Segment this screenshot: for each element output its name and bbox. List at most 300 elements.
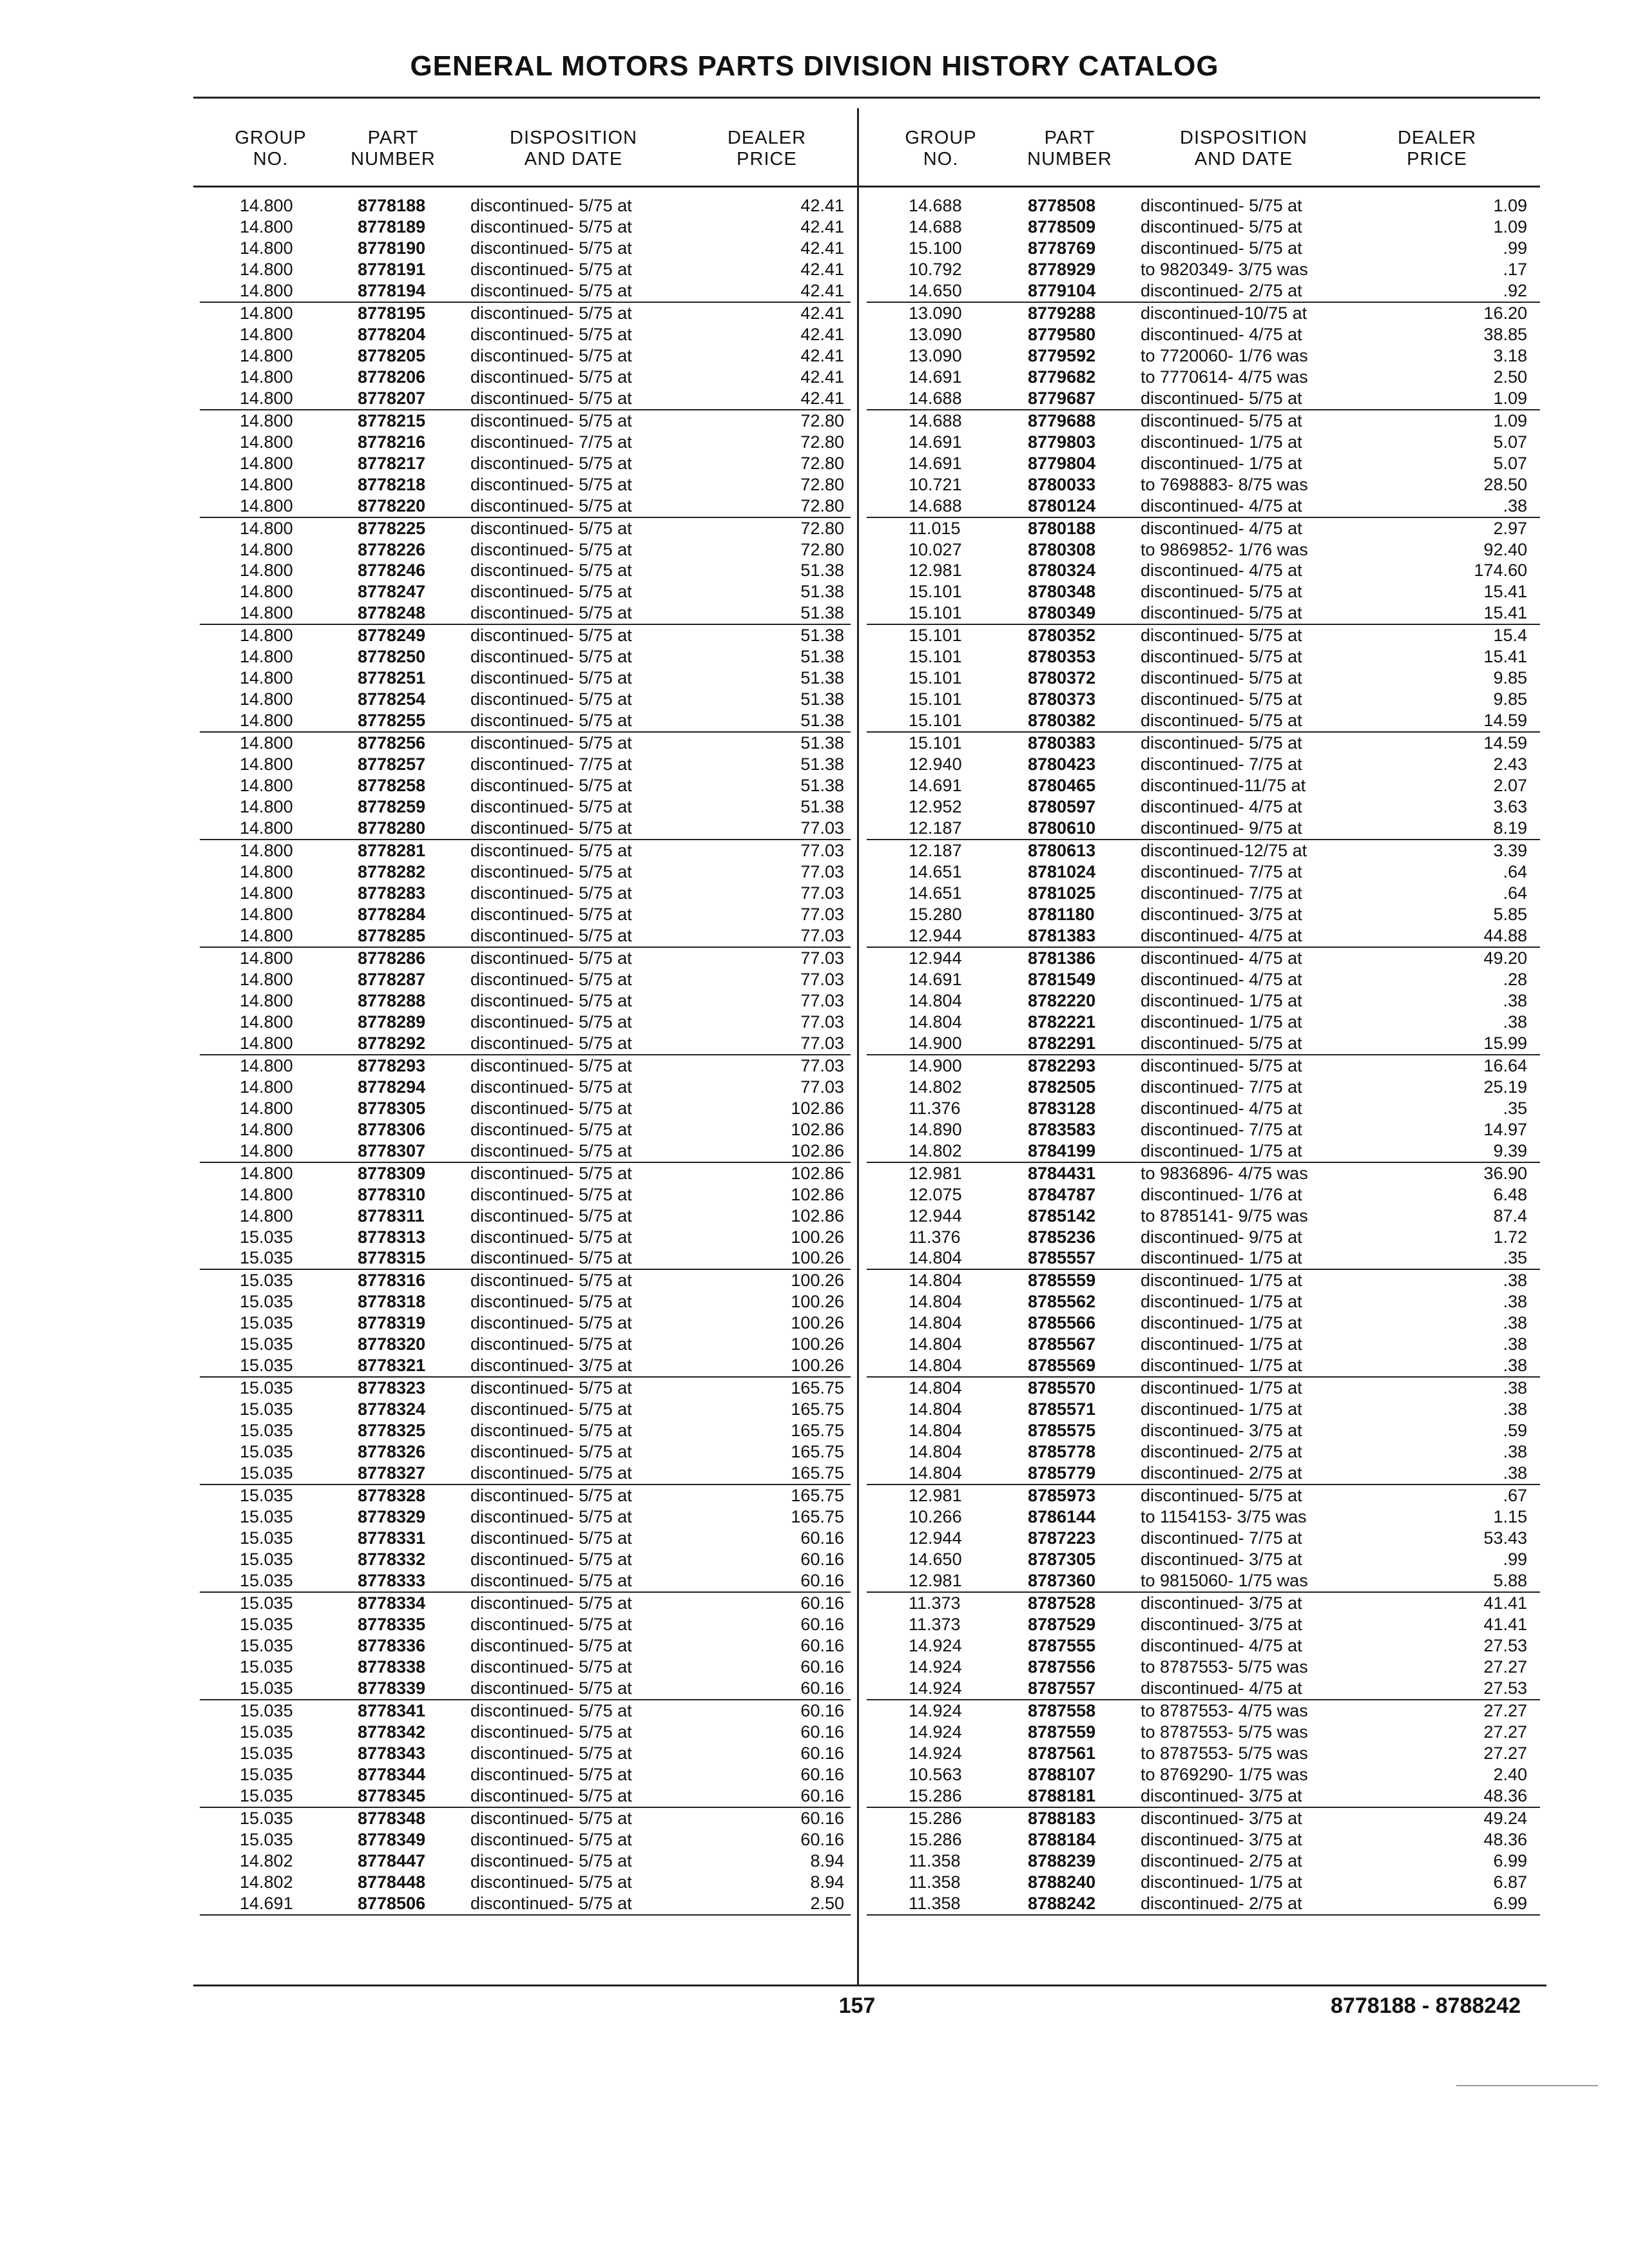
table-row xyxy=(200,259,851,280)
table-row xyxy=(200,1291,851,1312)
part-number: 8778336 xyxy=(358,1635,426,1655)
disposition: discontinued- 3/75 at xyxy=(1141,1550,1302,1570)
dealer-price: 77.03 xyxy=(800,948,844,968)
part-number: 8778283 xyxy=(358,883,426,903)
dealer-price: 27.53 xyxy=(1483,1635,1527,1655)
part-number: 8778321 xyxy=(358,1356,426,1376)
disposition: discontinued- 5/75 at xyxy=(470,280,632,300)
dealer-price: 60.16 xyxy=(800,1764,844,1784)
part-number: 8783583 xyxy=(1028,1119,1096,1139)
table-row xyxy=(200,1012,851,1033)
disposition: discontinued- 4/75 at xyxy=(1141,1635,1302,1655)
table-row xyxy=(200,1635,851,1657)
group-no: 15.035 xyxy=(240,1292,293,1312)
part-number: 8778348 xyxy=(358,1808,426,1828)
table-row xyxy=(200,1485,851,1506)
table-row xyxy=(200,1764,851,1785)
dealer-price: 60.16 xyxy=(800,1700,844,1720)
table-row xyxy=(867,1743,1540,1764)
part-number: 8779592 xyxy=(1028,345,1096,365)
group-no: 14.800 xyxy=(240,1077,293,1097)
part-number: 8785779 xyxy=(1028,1463,1096,1483)
dealer-price: 60.16 xyxy=(800,1785,844,1805)
group-no: 15.280 xyxy=(909,904,962,924)
table-row xyxy=(200,1247,851,1270)
dealer-price: 1.15 xyxy=(1493,1507,1527,1527)
table-row xyxy=(200,796,851,818)
group-no: 15.035 xyxy=(240,1678,293,1698)
disposition: discontinued- 5/75 at xyxy=(470,1227,632,1247)
part-number: 8779687 xyxy=(1028,388,1096,408)
disposition: discontinued- 5/75 at xyxy=(470,1184,632,1204)
dealer-price: 174.60 xyxy=(1474,561,1527,581)
disposition: to 8787553- 5/75 was xyxy=(1141,1722,1308,1742)
header-disposition-right xyxy=(1160,128,1327,170)
disposition: discontinued- 5/75 at xyxy=(1141,216,1302,236)
part-number: 8782220 xyxy=(1028,990,1096,1010)
dealer-price: 9.85 xyxy=(1493,689,1527,709)
table-row xyxy=(200,388,851,410)
part-number: 8785571 xyxy=(1028,1399,1096,1419)
dealer-price: 9.85 xyxy=(1493,668,1527,688)
dealer-price: 87.4 xyxy=(1493,1206,1527,1225)
group-no: 14.804 xyxy=(909,1012,962,1032)
part-number: 8784199 xyxy=(1028,1140,1096,1160)
disposition: to 9815060- 1/75 was xyxy=(1141,1571,1308,1590)
part-number: 8778206 xyxy=(358,367,426,387)
group-no: 15.035 xyxy=(240,1378,293,1398)
table-row xyxy=(867,625,1540,646)
disposition: discontinued- 5/75 at xyxy=(470,1808,632,1828)
part-number: 8778257 xyxy=(358,754,426,774)
part-number: 8778328 xyxy=(358,1486,426,1506)
dealer-price: 77.03 xyxy=(800,904,844,924)
dealer-price: 51.38 xyxy=(800,603,844,623)
dealer-price: 1.09 xyxy=(1493,388,1527,408)
table-row xyxy=(867,1593,1540,1614)
dealer-price: 5.07 xyxy=(1493,432,1527,452)
table-row xyxy=(200,1528,851,1549)
dealer-price: 72.80 xyxy=(800,495,844,515)
dealer-price: 102.86 xyxy=(791,1119,844,1139)
group-no: 15.101 xyxy=(909,668,962,688)
group-no: 12.187 xyxy=(909,818,962,838)
group-no: 10.721 xyxy=(909,474,962,494)
group-no: 11.376 xyxy=(909,1227,961,1247)
disposition: discontinued- 5/75 at xyxy=(470,1571,632,1590)
header-part-line2: NUMBER xyxy=(1027,149,1112,169)
part-number: 8778310 xyxy=(358,1184,426,1204)
table-row xyxy=(200,518,851,539)
dealer-price: 77.03 xyxy=(800,969,844,989)
dealer-price: 2.50 xyxy=(810,1893,844,1913)
disposition: to 9836896- 4/75 was xyxy=(1141,1163,1308,1183)
disposition: discontinued- 5/75 at xyxy=(470,862,632,882)
part-number: 8778506 xyxy=(358,1893,426,1913)
group-no: 12.981 xyxy=(909,561,962,581)
group-no: 14.800 xyxy=(240,196,293,215)
disposition: discontinued- 5/75 at xyxy=(470,410,632,430)
dealer-price: .38 xyxy=(1503,1442,1527,1462)
table-row xyxy=(867,539,1540,561)
group-no: 15.035 xyxy=(240,1528,293,1548)
group-no: 14.804 xyxy=(909,1399,962,1419)
group-no: 14.691 xyxy=(240,1893,293,1913)
table-row xyxy=(867,1420,1540,1441)
table-row xyxy=(867,796,1540,818)
disposition: discontinued- 5/75 at xyxy=(470,1614,632,1634)
dealer-price: 1.72 xyxy=(1493,1227,1527,1247)
dealer-price: 100.26 xyxy=(791,1271,844,1291)
dealer-price: 100.26 xyxy=(791,1227,844,1247)
group-no: 14.900 xyxy=(909,1033,962,1053)
disposition: discontinued- 5/75 at xyxy=(470,303,632,323)
dealer-price: .59 xyxy=(1503,1421,1527,1441)
disposition: discontinued- 5/75 at xyxy=(470,1248,632,1268)
table-row xyxy=(867,1378,1540,1399)
dealer-price: 77.03 xyxy=(800,883,844,903)
disposition: discontinued- 5/75 at xyxy=(470,689,632,709)
dealer-price: 60.16 xyxy=(800,1528,844,1548)
part-number: 8781549 xyxy=(1028,969,1096,989)
dealer-price: 15.4 xyxy=(1493,626,1527,646)
table-row xyxy=(200,1312,851,1334)
group-no: 14.924 xyxy=(909,1635,962,1655)
dealer-price: 60.16 xyxy=(800,1593,844,1613)
table-row xyxy=(867,1140,1540,1163)
group-no: 12.187 xyxy=(909,841,962,861)
group-no: 14.804 xyxy=(909,1463,962,1483)
disposition: discontinued- 5/75 at xyxy=(470,733,632,753)
dealer-price: 6.99 xyxy=(1493,1850,1527,1870)
part-number: 8780373 xyxy=(1028,689,1096,709)
table-row xyxy=(867,1077,1540,1098)
table-row xyxy=(867,925,1540,948)
disposition: discontinued- 5/75 at xyxy=(1141,1033,1302,1053)
disposition: discontinued-12/75 at xyxy=(1141,841,1307,861)
dealer-price: 3.63 xyxy=(1493,797,1527,817)
column-divider xyxy=(857,108,859,1984)
dealer-price: 51.38 xyxy=(800,647,844,667)
table-row xyxy=(200,367,851,388)
dealer-price: 5.07 xyxy=(1493,453,1527,473)
dealer-price: 42.41 xyxy=(800,196,844,215)
disposition: discontinued- 4/75 at xyxy=(1141,969,1302,989)
group-no: 15.101 xyxy=(909,689,962,709)
dealer-price: 77.03 xyxy=(800,862,844,882)
group-no: 15.035 xyxy=(240,1356,293,1376)
dealer-price: 51.38 xyxy=(800,582,844,602)
part-number: 8778285 xyxy=(358,925,426,945)
table-row xyxy=(200,1033,851,1055)
disposition: discontinued- 9/75 at xyxy=(1141,1227,1302,1247)
part-number: 8778288 xyxy=(358,990,426,1010)
table-row xyxy=(867,1678,1540,1700)
disposition: discontinued- 5/75 at xyxy=(470,1700,632,1720)
disposition: discontinued- 5/75 at xyxy=(470,324,632,344)
group-no: 14.800 xyxy=(240,733,293,753)
header-group-line1: GROUP xyxy=(905,128,977,148)
table-row xyxy=(867,1700,1540,1722)
dealer-price: 102.86 xyxy=(791,1140,844,1160)
disposition: discontinued- 1/75 at xyxy=(1141,1334,1302,1354)
part-number: 8778205 xyxy=(358,345,426,365)
part-number: 8782291 xyxy=(1028,1033,1096,1053)
dealer-price: 77.03 xyxy=(800,1055,844,1075)
part-number: 8778248 xyxy=(358,603,426,623)
table-row xyxy=(200,1743,851,1764)
table-row xyxy=(200,689,851,710)
dealer-price: 51.38 xyxy=(800,776,844,796)
table-row xyxy=(867,324,1540,345)
table-row xyxy=(200,495,851,518)
group-no: 14.650 xyxy=(909,280,962,300)
disposition: discontinued- 3/75 at xyxy=(1141,1593,1302,1613)
part-number: 8778287 xyxy=(358,969,426,989)
table-row xyxy=(867,1485,1540,1506)
disposition: to 8769290- 1/75 was xyxy=(1141,1764,1308,1784)
dealer-price: 42.41 xyxy=(800,216,844,236)
group-no: 10.563 xyxy=(909,1764,962,1784)
group-no: 14.800 xyxy=(240,561,293,581)
part-number: 8781024 xyxy=(1028,862,1096,882)
table-row xyxy=(867,303,1540,324)
dealer-price: 1.09 xyxy=(1493,196,1527,215)
table-row xyxy=(867,1850,1540,1872)
table-row xyxy=(200,324,851,345)
disposition: discontinued- 5/75 at xyxy=(470,1743,632,1763)
group-no: 14.691 xyxy=(909,453,962,473)
group-no: 14.800 xyxy=(240,990,293,1010)
disposition: discontinued- 5/75 at xyxy=(470,1893,632,1913)
group-no: 12.981 xyxy=(909,1571,962,1590)
part-number: 8779803 xyxy=(1028,432,1096,452)
disposition: discontinued- 5/75 at xyxy=(470,539,632,559)
header-disposition-line1: DISPOSITION xyxy=(1180,128,1307,148)
group-no: 14.650 xyxy=(909,1550,962,1570)
part-number: 8778769 xyxy=(1028,238,1096,258)
disposition: discontinued- 5/75 at xyxy=(470,1829,632,1849)
header-part-right xyxy=(1012,128,1128,170)
dealer-price: 8.19 xyxy=(1493,818,1527,838)
part-number: 8778319 xyxy=(358,1313,426,1333)
table-row xyxy=(200,1678,851,1700)
table-row xyxy=(867,1247,1540,1270)
table-row xyxy=(867,1829,1540,1850)
header-group-line2: NO. xyxy=(923,149,959,169)
dealer-price: 72.80 xyxy=(800,453,844,473)
table-row xyxy=(867,259,1540,280)
disposition: discontinued- 5/75 at xyxy=(470,1206,632,1225)
table-row xyxy=(200,410,851,432)
table-row xyxy=(867,1463,1540,1485)
disposition: discontinued- 5/75 at xyxy=(470,969,632,989)
group-no: 15.035 xyxy=(240,1550,293,1570)
table-row xyxy=(200,1872,851,1893)
disposition: discontinued- 5/75 at xyxy=(1141,626,1302,646)
part-number: 8778342 xyxy=(358,1722,426,1742)
disposition: discontinued- 5/75 at xyxy=(470,1313,632,1333)
part-number: 8778447 xyxy=(358,1850,426,1870)
dealer-price: 16.20 xyxy=(1483,303,1527,323)
group-no: 15.101 xyxy=(909,582,962,602)
part-number: 8778324 xyxy=(358,1399,426,1419)
part-number: 8785575 xyxy=(1028,1421,1096,1441)
group-no: 15.035 xyxy=(240,1829,293,1849)
dealer-price: 102.86 xyxy=(791,1206,844,1225)
group-no: 15.035 xyxy=(240,1421,293,1441)
table-row xyxy=(867,1785,1540,1808)
group-no: 14.924 xyxy=(909,1722,962,1742)
group-no: 11.015 xyxy=(909,518,961,538)
disposition: discontinued- 5/75 at xyxy=(1141,1486,1302,1506)
dealer-price: 27.27 xyxy=(1483,1700,1527,1720)
group-no: 15.101 xyxy=(909,603,962,623)
table-row xyxy=(200,280,851,303)
table-row xyxy=(200,539,851,561)
part-number: 8778256 xyxy=(358,733,426,753)
dealer-price: 27.53 xyxy=(1483,1678,1527,1698)
part-number: 8778194 xyxy=(358,280,426,300)
disposition: discontinued- 5/75 at xyxy=(470,1271,632,1291)
table-row xyxy=(200,1463,851,1485)
dealer-price: .64 xyxy=(1503,883,1527,903)
group-no: 15.035 xyxy=(240,1700,293,1720)
dealer-price: 36.90 xyxy=(1483,1163,1527,1183)
dealer-price: 165.75 xyxy=(791,1378,844,1398)
table-row xyxy=(200,840,851,861)
dealer-price: 60.16 xyxy=(800,1571,844,1590)
disposition: discontinued- 5/75 at xyxy=(470,1463,632,1483)
part-number: 8785569 xyxy=(1028,1356,1096,1376)
group-no: 14.800 xyxy=(240,1184,293,1204)
group-no: 15.286 xyxy=(909,1829,962,1849)
group-no: 12.981 xyxy=(909,1486,962,1506)
group-no: 14.800 xyxy=(240,904,293,924)
dealer-price: 51.38 xyxy=(800,561,844,581)
dealer-price: 77.03 xyxy=(800,841,844,861)
group-no: 14.800 xyxy=(240,862,293,882)
disposition: discontinued- 7/75 at xyxy=(470,432,632,452)
group-no: 14.800 xyxy=(240,453,293,473)
part-number: 8785142 xyxy=(1028,1206,1096,1225)
dealer-price: 15.41 xyxy=(1483,582,1527,602)
disposition: discontinued- 5/75 at xyxy=(1141,238,1302,258)
disposition: discontinued- 5/75 at xyxy=(470,776,632,796)
group-no: 14.800 xyxy=(240,841,293,861)
group-no: 14.651 xyxy=(909,883,962,903)
disposition: discontinued- 5/75 at xyxy=(470,1850,632,1870)
disposition: to 7720060- 1/76 was xyxy=(1141,345,1308,365)
part-number: 8778255 xyxy=(358,711,426,731)
group-no: 14.804 xyxy=(909,1271,962,1291)
disposition: discontinued- 7/75 at xyxy=(1141,883,1302,903)
dealer-price: 5.85 xyxy=(1493,904,1527,924)
part-number: 8778326 xyxy=(358,1442,426,1462)
part-number: 8785557 xyxy=(1028,1248,1096,1268)
dealer-price: 60.16 xyxy=(800,1722,844,1742)
disposition: discontinued- 5/75 at xyxy=(1141,603,1302,623)
group-no: 15.035 xyxy=(240,1593,293,1613)
dealer-price: 102.86 xyxy=(791,1163,844,1183)
part-number: 8778345 xyxy=(358,1785,426,1805)
table-row xyxy=(867,1506,1540,1528)
dealer-price: 42.41 xyxy=(800,238,844,258)
table-row xyxy=(867,1184,1540,1206)
table-row xyxy=(867,1657,1540,1678)
disposition: to 9869852- 1/76 was xyxy=(1141,539,1308,559)
header-part-line2: NUMBER xyxy=(351,149,436,169)
part-number: 8778254 xyxy=(358,689,426,709)
part-number: 8788107 xyxy=(1028,1764,1096,1784)
part-number: 8778218 xyxy=(358,474,426,494)
dealer-price: 165.75 xyxy=(791,1463,844,1483)
group-no: 15.035 xyxy=(240,1507,293,1527)
dealer-price: .28 xyxy=(1503,969,1527,989)
table-row xyxy=(200,1163,851,1184)
disposition: to 8787553- 5/75 was xyxy=(1141,1743,1308,1763)
disposition: discontinued- 5/75 at xyxy=(1141,668,1302,688)
dealer-price: 60.16 xyxy=(800,1635,844,1655)
table-row xyxy=(867,710,1540,733)
part-number: 8778316 xyxy=(358,1271,426,1291)
part-number: 8778226 xyxy=(358,539,426,559)
part-number: 8785562 xyxy=(1028,1292,1096,1312)
group-no: 10.792 xyxy=(909,259,962,279)
dealer-price: 102.86 xyxy=(791,1098,844,1118)
table-row xyxy=(200,818,851,840)
disposition: discontinued- 5/75 at xyxy=(470,259,632,279)
part-number: 8778341 xyxy=(358,1700,426,1720)
disposition: discontinued- 5/75 at xyxy=(470,518,632,538)
table-row xyxy=(867,969,1540,990)
group-no: 11.358 xyxy=(909,1872,961,1892)
disposition: discontinued- 5/75 at xyxy=(470,668,632,688)
table-row xyxy=(867,904,1540,925)
disposition: discontinued- 5/75 at xyxy=(470,1722,632,1742)
header-group-left xyxy=(226,128,316,170)
dealer-price: 1.09 xyxy=(1493,410,1527,430)
part-number: 8778349 xyxy=(358,1829,426,1849)
table-row xyxy=(867,1549,1540,1570)
disposition: discontinued- 3/75 at xyxy=(1141,904,1302,924)
dealer-price: 48.36 xyxy=(1483,1785,1527,1805)
disposition: discontinued- 2/75 at xyxy=(1141,1442,1302,1462)
disposition: discontinued- 5/75 at xyxy=(470,647,632,667)
part-number: 8778331 xyxy=(358,1528,426,1548)
table-row xyxy=(867,1227,1540,1248)
disposition: discontinued- 5/75 at xyxy=(470,1635,632,1655)
group-no: 15.035 xyxy=(240,1785,293,1805)
part-number: 8778311 xyxy=(358,1206,425,1225)
group-no: 14.890 xyxy=(909,1119,962,1139)
disposition: discontinued- 5/75 at xyxy=(470,1678,632,1698)
dealer-price: 77.03 xyxy=(800,1012,844,1032)
table-row xyxy=(200,775,851,796)
group-no: 15.035 xyxy=(240,1657,293,1677)
part-number: 8780353 xyxy=(1028,647,1096,667)
top-rule xyxy=(193,97,1540,99)
group-no: 14.688 xyxy=(909,410,962,430)
group-no: 15.035 xyxy=(240,1764,293,1784)
part-number: 8784787 xyxy=(1028,1184,1096,1204)
part-number: 8778334 xyxy=(358,1593,426,1613)
part-number: 8778327 xyxy=(358,1463,426,1483)
group-no: 14.800 xyxy=(240,259,293,279)
table-row xyxy=(867,1399,1540,1420)
table-row xyxy=(200,733,851,754)
table-row xyxy=(867,1163,1540,1184)
